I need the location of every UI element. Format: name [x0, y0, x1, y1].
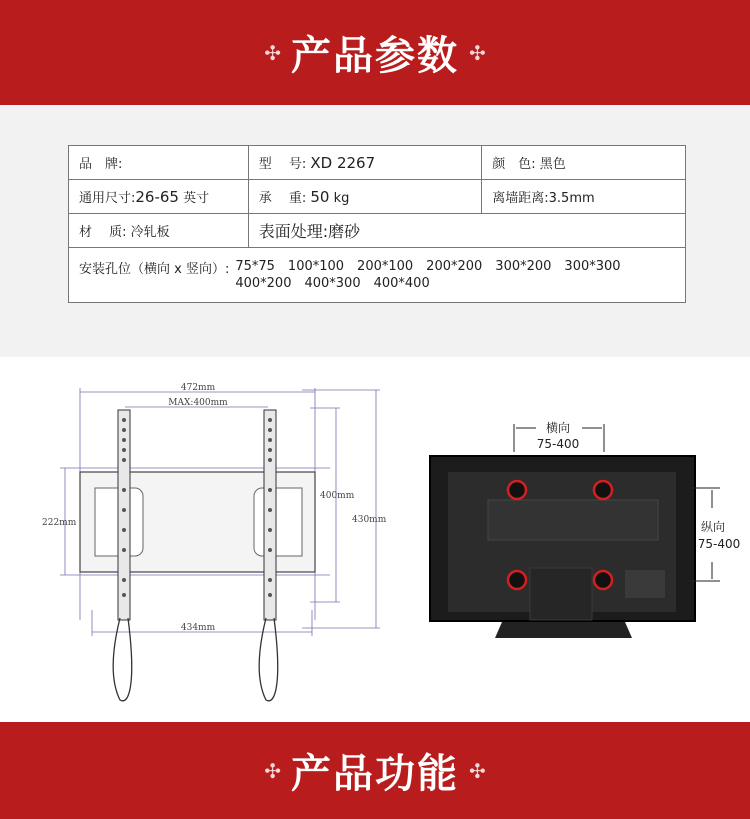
- left-pull-cord: [113, 618, 131, 701]
- load-cell: [248, 180, 482, 214]
- tv-back-relief: [488, 500, 658, 540]
- section-title: 产品功能: [291, 751, 459, 797]
- distance-cell: [482, 180, 686, 214]
- horizontal-range: 75-400: [536, 437, 580, 451]
- material-value: 冷轧板: [130, 225, 170, 240]
- model-label: 型 号:: [258, 157, 307, 172]
- horizontal-label: 横向: [545, 421, 571, 435]
- size-value: 26-65: [135, 188, 179, 206]
- material-label: 材 质:: [79, 225, 127, 240]
- holes-cell: [69, 248, 686, 303]
- total-height-label: 430mm: [352, 515, 387, 525]
- model-cell: [248, 146, 482, 180]
- vertical-label: 纵向: [700, 520, 726, 534]
- tv-stand-neck: [530, 568, 592, 620]
- size-label: 通用尺寸:: [79, 191, 136, 206]
- load-label: 承 重:: [258, 191, 307, 206]
- max-span-label: MAX:400mm: [168, 398, 228, 408]
- tv-stand-base: [495, 622, 632, 638]
- ornament-icon: ✣: [469, 758, 486, 783]
- table-row: [69, 180, 686, 214]
- spec-table: [68, 145, 686, 303]
- color-value: 黑色: [539, 157, 566, 172]
- holes-line: 400*200 400*300 400*400: [235, 276, 430, 291]
- surface-label: 表面处理:: [258, 222, 329, 241]
- holes-line: 75*75 100*100 200*100 200*200 300*200 300*300: [235, 259, 621, 274]
- table-row: [69, 214, 686, 248]
- material-cell: [69, 214, 249, 248]
- surface-value: 磨砂: [328, 222, 361, 241]
- section-title: 产品参数: [291, 33, 459, 79]
- holes-label: 安装孔位（横向 x 竖向）:: [79, 262, 230, 277]
- color-cell: [482, 146, 686, 180]
- brand-label: 品 牌:: [79, 157, 123, 172]
- tv-ports: [625, 570, 665, 598]
- load-value: 50: [310, 188, 330, 206]
- tv-back-illustration: [410, 400, 750, 660]
- bottom-width-label: 434mm: [180, 623, 216, 633]
- ornament-icon: ✣: [264, 40, 281, 65]
- table-row: [69, 248, 686, 303]
- mount-dimension-diagram: [40, 380, 420, 710]
- surface-cell: [248, 214, 685, 248]
- distance-value: 3.5mm: [548, 191, 595, 206]
- model-value: XD 2267: [310, 154, 376, 172]
- plate-height-label: 222mm: [42, 518, 77, 528]
- brand-cell: [69, 146, 249, 180]
- size-unit: 英寸: [183, 191, 210, 206]
- size-cell: [69, 180, 249, 214]
- ornament-icon: ✣: [469, 40, 486, 65]
- table-row: [69, 146, 686, 180]
- color-label: 颜 色:: [492, 157, 536, 172]
- width-total-label: 472mm: [180, 383, 216, 393]
- right-pull-cord: [259, 618, 277, 701]
- distance-label: 离墙距离:: [492, 191, 549, 206]
- vertical-range: 75-400: [697, 537, 741, 551]
- load-unit: kg: [333, 191, 350, 206]
- footer-banner: [0, 722, 750, 819]
- spec-section: [0, 105, 750, 357]
- rail-span-label: 400mm: [320, 491, 355, 501]
- ornament-icon: ✣: [264, 758, 281, 783]
- header-banner: [0, 0, 750, 105]
